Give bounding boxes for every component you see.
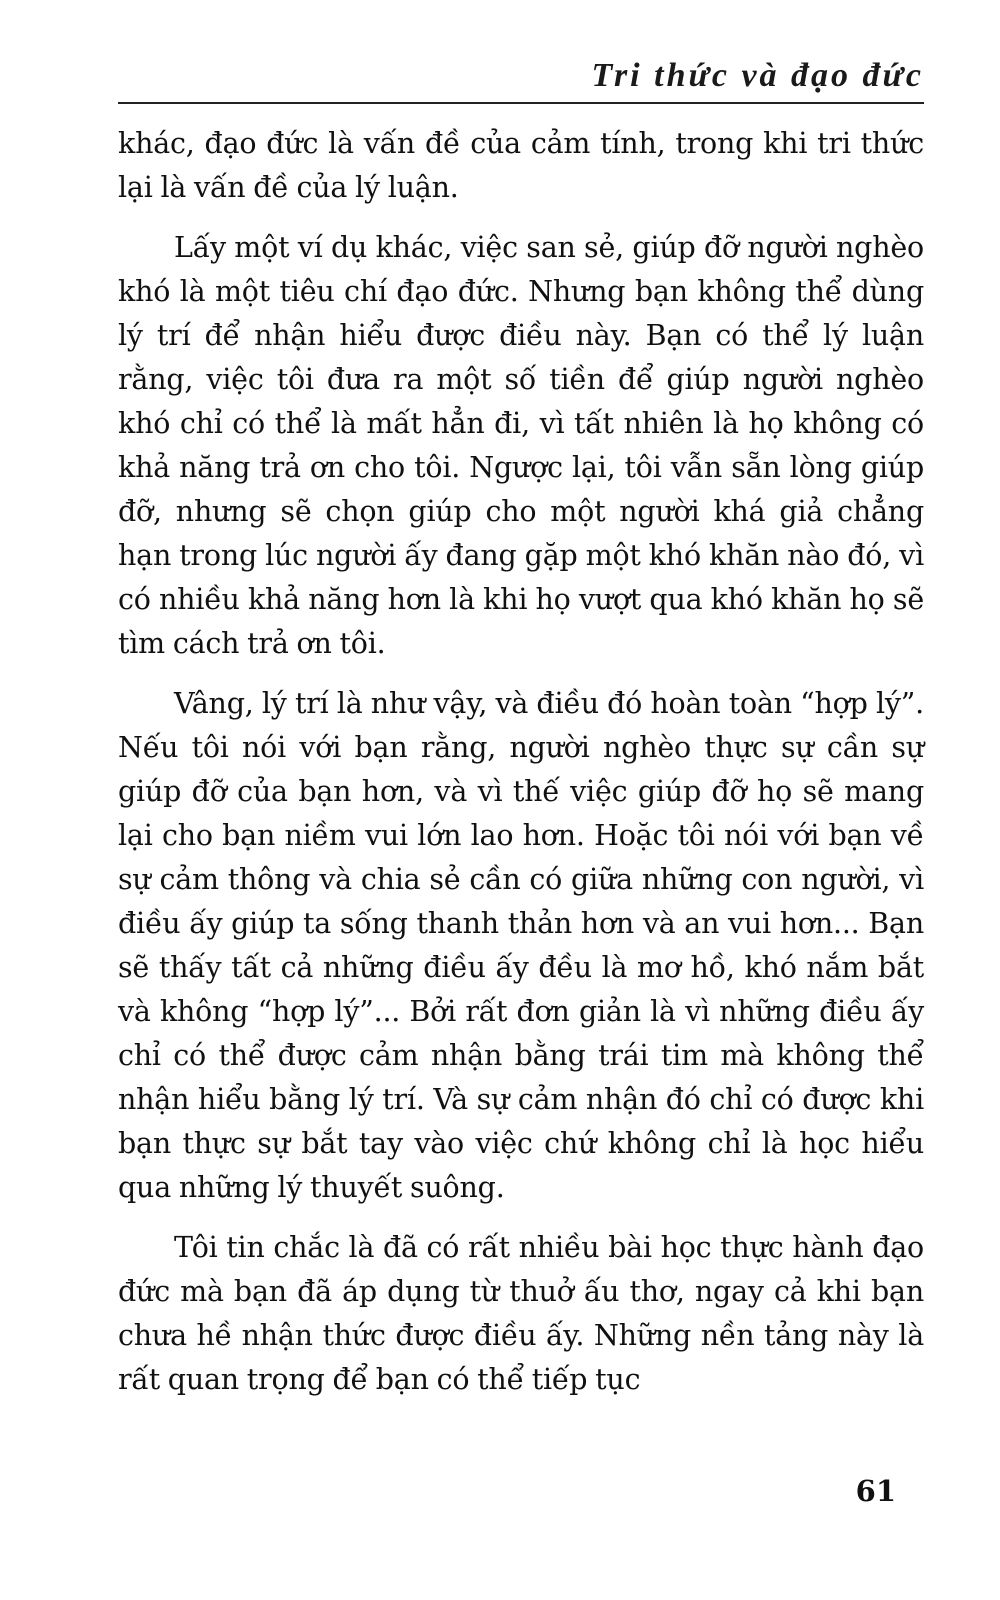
running-header [118,50,924,104]
paragraph-continuation: khác, đạo đức là vấn đề của cảm tính, trong khi tri thức lại là vấn đề của lý luận. [118,127,924,204]
paragraph: Vâng, lý trí là như vậy, và điều đó hoàn toàn “hợp lý”. Nếu tôi nói với bạn rằng, người nghèo thực sự cần sự giúp đỡ của bạn hơn, và vì thế việc giúp đỡ họ sẽ mang lại cho bạn niềm vui lớn lao hơn. Hoặc tôi nói với bạn về sự cảm thông và chia sẻ cần có giữa những con người, vì điều ấy giúp ta sống thanh thản hơn và an vui hơn... Bạn sẽ thấy tất cả những điều ấy đều là mơ hồ, khó nắm bắt và không “hợp lý”... Bởi rất đơn giản là vì những điều ấy chỉ có thể được cảm nhận bằng trái tim mà không thể nhận hiểu bằng lý trí. Và sự cảm nhận đó chỉ có được khi bạn thực sự bắt tay vào việc chứ không chỉ là học hiểu qua những lý thuyết suông. [118,687,924,1204]
page-number: 61 [855,1474,896,1508]
paragraph: Tôi tin chắc là đã có rất nhiều bài học thực hành đạo đức mà bạn đã áp dụng từ thuở ấu thơ, ngay cả khi bạn chưa hề nhận thức được điều ấy. Những nền tảng này là rất quan trọng để bạn có thể tiếp tục [118,1231,924,1396]
running-title: Tri thức và đạo đức [591,57,924,94]
paragraph: Lấy một ví dụ khác, việc san sẻ, giúp đỡ người nghèo khó là một tiêu chí đạo đức. Nhưng bạn không thể dùng lý trí để nhận hiểu được điều này. Bạn có thể lý luận rằng, việc tôi đưa ra một số tiền để giúp người nghèo khó chỉ có thể là mất hẳn đi, vì tất nhiên là họ không có khả năng trả ơn cho tôi. Ngược lại, tôi vẫn sẵn lòng giúp đỡ, nhưng sẽ chọn giúp cho một người khá giả chẳng hạn trong lúc người ấy đang gặp một khó khăn nào đó, vì có nhiều khả năng hơn là khi họ vượt qua khó khăn họ sẽ tìm cách trả ơn tôi. [118,231,924,660]
page-body [118,122,924,1418]
